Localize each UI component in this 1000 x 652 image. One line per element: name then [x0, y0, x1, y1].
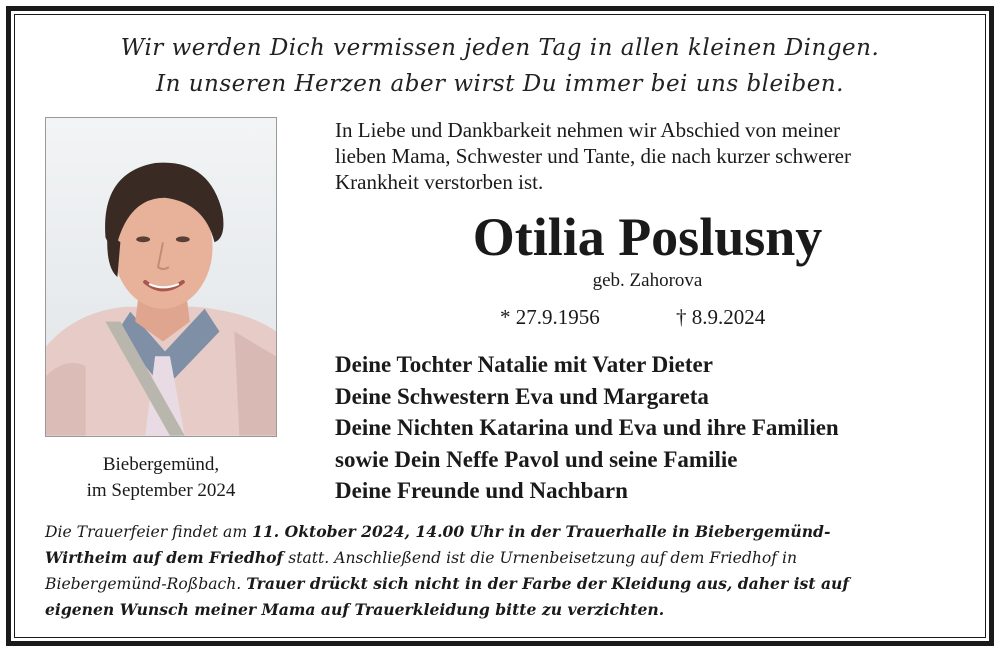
intro-line-1: In Liebe und Dankbarkeit nehmen wir Abschied von meiner	[335, 118, 841, 142]
verse-line-2: In unseren Herzen aber wirst Du immer bei uns bleiben.	[156, 71, 844, 97]
memorial-verse	[0, 30, 1000, 102]
intro-line-3: Krankheit verstorben ist.	[335, 170, 544, 194]
death-date: † 8.9.2024	[676, 305, 766, 329]
birth-date: * 27.9.1956	[500, 305, 600, 329]
portrait-photo	[45, 117, 277, 437]
notice-line-1	[45, 519, 961, 545]
place-line-1: Biebergemünd,	[102, 454, 220, 475]
mourner-line: sowie Dein Neffe Pavol und seine Familie	[335, 446, 738, 472]
notice-line-3	[45, 571, 961, 597]
notice-line-2	[45, 545, 961, 571]
notice-text: Die Trauerfeier findet am	[45, 523, 253, 541]
notice-date-time: 11. Oktober 2024, 14.00 Uhr in der Trauerhalle in Biebergemünd-	[252, 522, 831, 541]
mourner-line: Deine Tochter Natalie mit Vater Dieter	[335, 352, 713, 377]
intro-line-2: lieben Mama, Schwester und Tante, die nach kurzer schwerer	[335, 144, 851, 168]
notice-line-4	[45, 597, 961, 623]
notice-location: Wirtheim auf dem Friedhof	[45, 548, 284, 567]
notice-text: statt. Anschließend ist die Urnenbeisetzung auf dem Friedhof in	[283, 549, 798, 567]
mourner-line: Deine Schwestern Eva und Margareta	[335, 383, 709, 409]
maiden-name: geb. Zahorova	[592, 270, 703, 291]
funeral-notice	[45, 519, 961, 623]
verse-line-1: Wir werden Dich vermissen jeden Tag in allen kleinen Dingen.	[120, 35, 880, 61]
mourner-line: Deine Nichten Katarina und Eva und ihre Familien	[335, 415, 839, 440]
portrait-illustration	[46, 118, 276, 436]
mourner-line: Deine Freunde und Nachbarn	[335, 478, 628, 503]
place-line-2: im September 2024	[86, 480, 236, 501]
mourners-list	[335, 349, 965, 507]
notice-dress-code: Trauer drückt sich nicht in der Farbe der Kleidung aus, daher ist auf	[246, 574, 850, 593]
notice-dress-code-cont: eigenen Wunsch meiner Mama auf Trauerkleidung bitte zu verzichten.	[45, 600, 665, 619]
intro-text	[335, 117, 960, 195]
deceased-name: Otilia Poslusny	[472, 207, 823, 267]
notice-text: Biebergemünd-Roßbach.	[45, 575, 247, 593]
place-and-date	[45, 452, 277, 504]
